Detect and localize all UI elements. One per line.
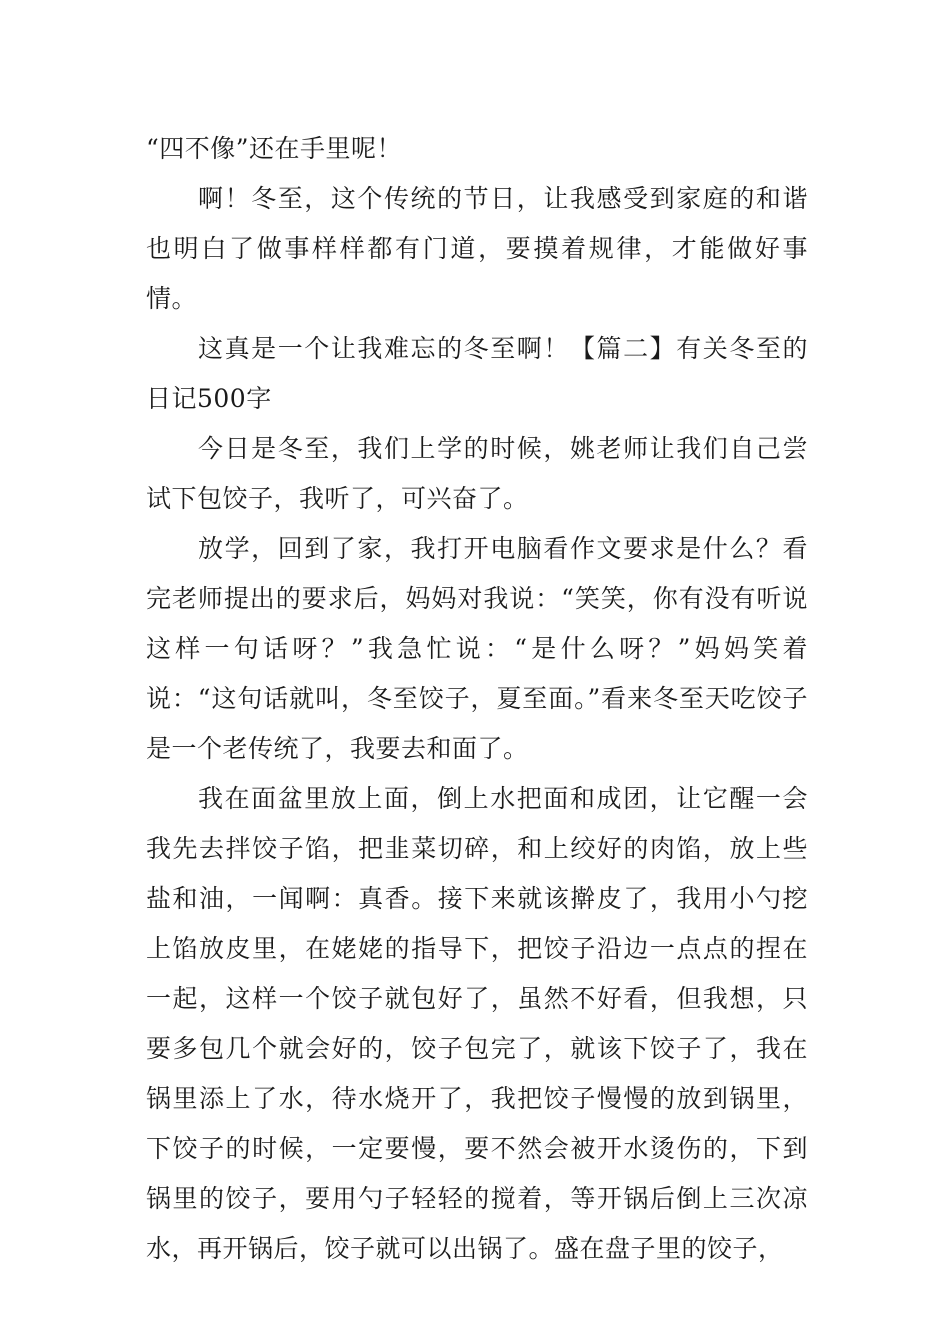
paragraph: 这真是一个让我难忘的冬至啊！【篇二】有关冬至的日记500字 (146, 334, 808, 413)
paragraph: 啊！冬至，这个传统的节日，让我感受到家庭的和谐也明白了做事样样都有门道，要摸着规律，才能做好事情。 (146, 184, 808, 313)
paragraph-continuation: “四不像”还在手里呢！ (146, 134, 403, 163)
paragraph: 我在面盆里放上面，倒上水把面和成团，让它醒一会我先去拌饺子馅，把韭菜切碎，和上绞好的肉馅，放上些盐和油，一闻啊：真香。接下来就该擀皮了，我用小勺挖上馅放皮里，在姥姥的指导下，把饺子沿边一点点的捏在一起，这样一个饺子就包好了，虽然不好看，但我想，只要多包几个就会好的，饺子包完了，就该下饺子了，我在锅里添上了水，待水烧开了，我把饺子慢慢的放到锅里，下饺子的时候，一定要慢，要不然会被开水烫伤的，下到锅里的饺子，要用勺子轻轻的搅着，等开锅后倒上三次凉水，再开锅后，饺子就可以出锅了。盛在盘子里的饺子， (146, 784, 808, 1263)
document-body (146, 124, 808, 1274)
paragraph: 今日是冬至，我们上学的时候，姚老师让我们自己尝试下包饺子，我听了，可兴奋了。 (146, 434, 808, 513)
paragraph: 放学，回到了家，我打开电脑看作文要求是什么？看完老师提出的要求后，妈妈对我说：“笑笑，你有没有听说这样一句话呀？”我急忙说：“是什么呀？”妈妈笑着说：“这句话就叫，冬至饺子，夏至面。”看来冬至天吃饺子是一个老传统了，我要去和面了。 (146, 534, 808, 763)
